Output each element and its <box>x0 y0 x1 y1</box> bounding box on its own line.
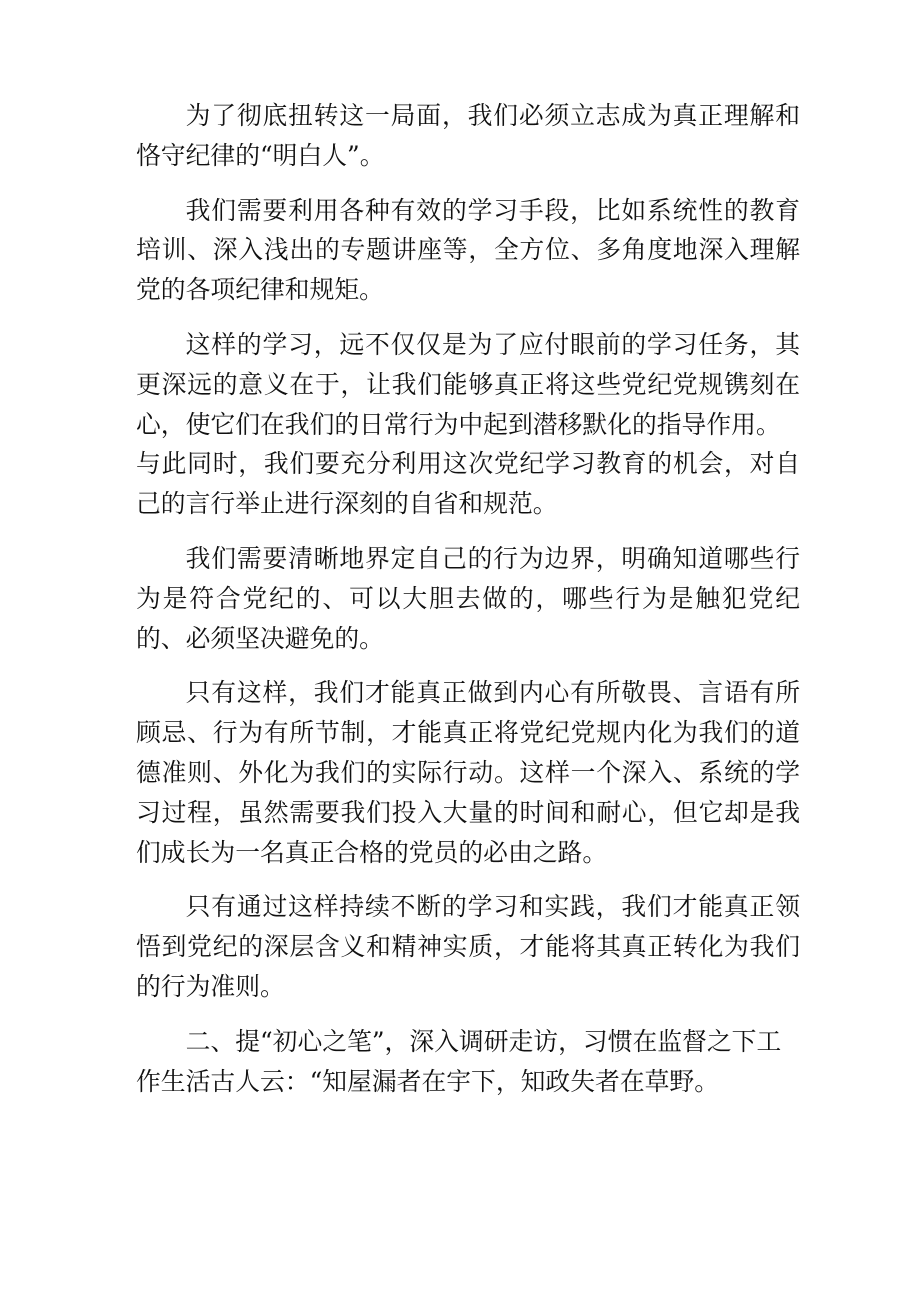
paragraph-7: 只有通过这样持续不断的学习和实践，我们才能真正领悟到党纪的深层含义和精神实质，才能将其真正转化为我们的行为准则。 <box>136 892 800 1001</box>
paragraph-3: 这样的学习，远不仅仅是为了应付眼前的学习任务，其更深远的意义在于，让我们能够真正将这些党纪党规镌刻在心，使它们在我们的日常行为中起到潜移默化的指导作用。 <box>136 329 800 439</box>
paragraph-5: 我们需要清晰地界定自己的行为边界，明确知道哪些行为是符合党纪的、可以大胆去做的，哪些行为是触犯党纪的、必须坚决避免的。 <box>136 543 800 653</box>
paragraph-4: 与此同时，我们要充分利用这次党纪学习教育的机会，对自己的言行举止进行深刻的自省和规范。 <box>136 449 800 519</box>
paragraph-6: 只有这样，我们才能真正做到内心有所敬畏、言语有所顾忌、行为有所节制，才能真正将党纪党规内化为我们的道德准则、外化为我们的实际行动。这样一个深入、系统的学习过程，虽然需要我们投入大量的时间和耐心，但它却是我们成长为一名真正合格的党员的必由之路。 <box>136 678 800 867</box>
document-body <box>136 96 800 1101</box>
paragraph-1: 为了彻底扭转这一局面，我们必须立志成为真正理解和恪守纪律的“明白人”。 <box>136 101 800 170</box>
section-heading: 二、提“初心之笔”，深入调研走访，习惯在监督之下工作生活古人云：“知屋漏者在宇下，知政失者在草野。 <box>136 1026 782 1096</box>
paragraph-2: 我们需要利用各种有效的学习手段，比如系统性的教育培训、深入浅出的专题讲座等，全方位、多角度地深入理解党的各项纪律和规矩。 <box>136 195 800 305</box>
